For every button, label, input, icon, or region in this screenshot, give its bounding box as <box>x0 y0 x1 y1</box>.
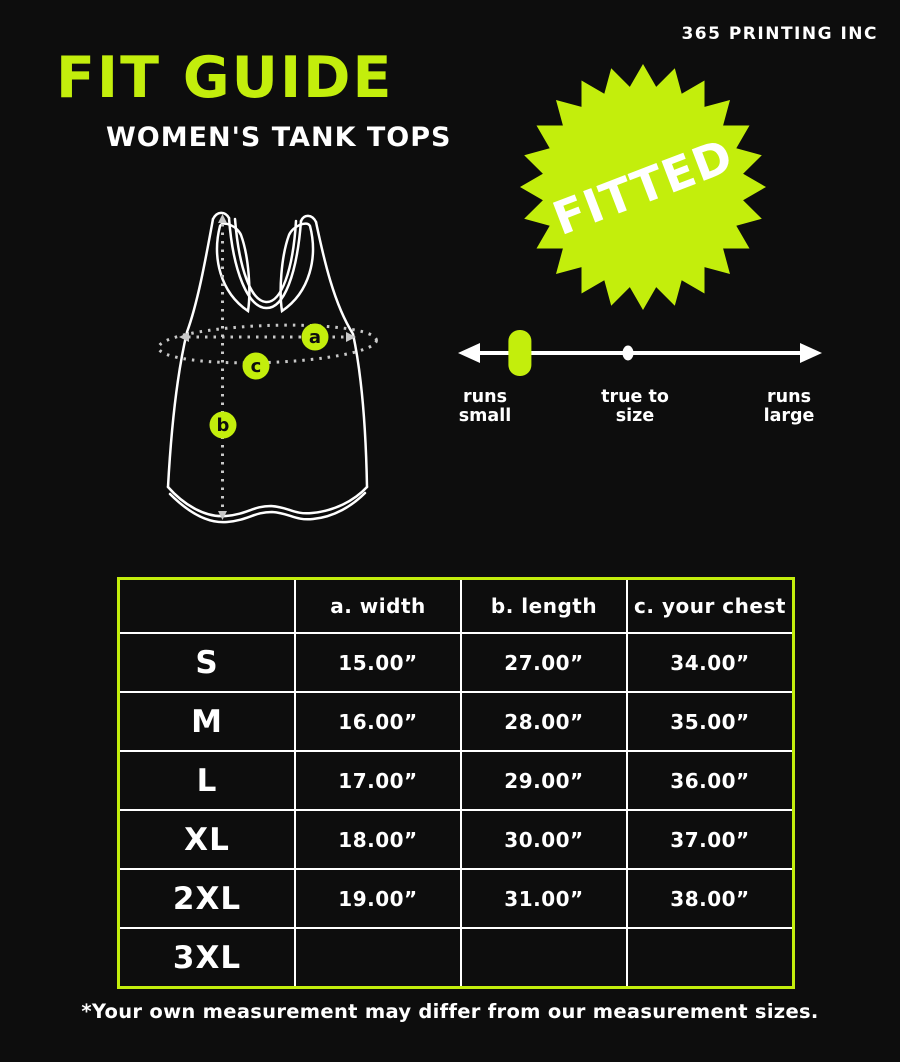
column-header-length: b. length <box>462 580 626 632</box>
measurement-disclaimer: *Your own measurement may differ from our measurement sizes. <box>81 1000 819 1023</box>
page-subtitle: WOMEN'S TANK TOPS <box>106 122 452 153</box>
row-2xl-size: 2XL <box>120 870 294 927</box>
row-s-size: S <box>120 634 294 691</box>
row-3xl-width <box>296 929 460 986</box>
marker-b-label: b <box>216 415 230 436</box>
fitted-badge <box>518 62 768 312</box>
marker-c-label: c <box>250 356 262 377</box>
row-l-chest: 36.00” <box>628 752 792 809</box>
row-2xl-width: 19.00” <box>296 870 460 927</box>
row-s-chest: 34.00” <box>628 634 792 691</box>
row-l-size: L <box>120 752 294 809</box>
row-3xl-size: 3XL <box>120 929 294 986</box>
row-s-length: 27.00” <box>462 634 626 691</box>
row-3xl-chest <box>628 929 792 986</box>
row-m-width: 16.00” <box>296 693 460 750</box>
row-2xl-length: 31.00” <box>462 870 626 927</box>
badge-label: FITTED <box>545 128 741 246</box>
true-to-size-dot-icon <box>623 346 634 361</box>
row-l-length: 29.00” <box>462 752 626 809</box>
scale-label-runs-large: runs large <box>763 387 815 426</box>
row-xl-chest: 37.00” <box>628 811 792 868</box>
row-2xl-chest: 38.00” <box>628 870 792 927</box>
row-m-size: M <box>120 693 294 750</box>
row-3xl-length <box>462 929 626 986</box>
row-xl-length: 30.00” <box>462 811 626 868</box>
column-header-width: a. width <box>296 580 460 632</box>
measure-point-c <box>243 353 270 380</box>
row-xl-width: 18.00” <box>296 811 460 868</box>
fit-scale <box>450 325 830 385</box>
tank-top-diagram <box>150 200 410 545</box>
row-s-width: 15.00” <box>296 634 460 691</box>
row-m-chest: 35.00” <box>628 693 792 750</box>
row-xl-size: XL <box>120 811 294 868</box>
scale-label-runs-small: runs small <box>458 387 512 426</box>
brand-text: 365 PRINTING INC <box>681 24 878 44</box>
page-title: FIT GUIDE <box>56 45 394 111</box>
fit-marker <box>508 330 531 376</box>
column-header-size <box>120 580 294 632</box>
measure-point-b <box>210 412 237 439</box>
row-m-length: 28.00” <box>462 693 626 750</box>
size-chart-table <box>117 577 795 989</box>
row-l-width: 17.00” <box>296 752 460 809</box>
marker-a-label: a <box>308 327 322 348</box>
scale-label-true-to-size: true to size <box>601 387 669 426</box>
measure-point-a <box>302 324 329 351</box>
column-header-chest: c. your chest <box>628 580 792 632</box>
